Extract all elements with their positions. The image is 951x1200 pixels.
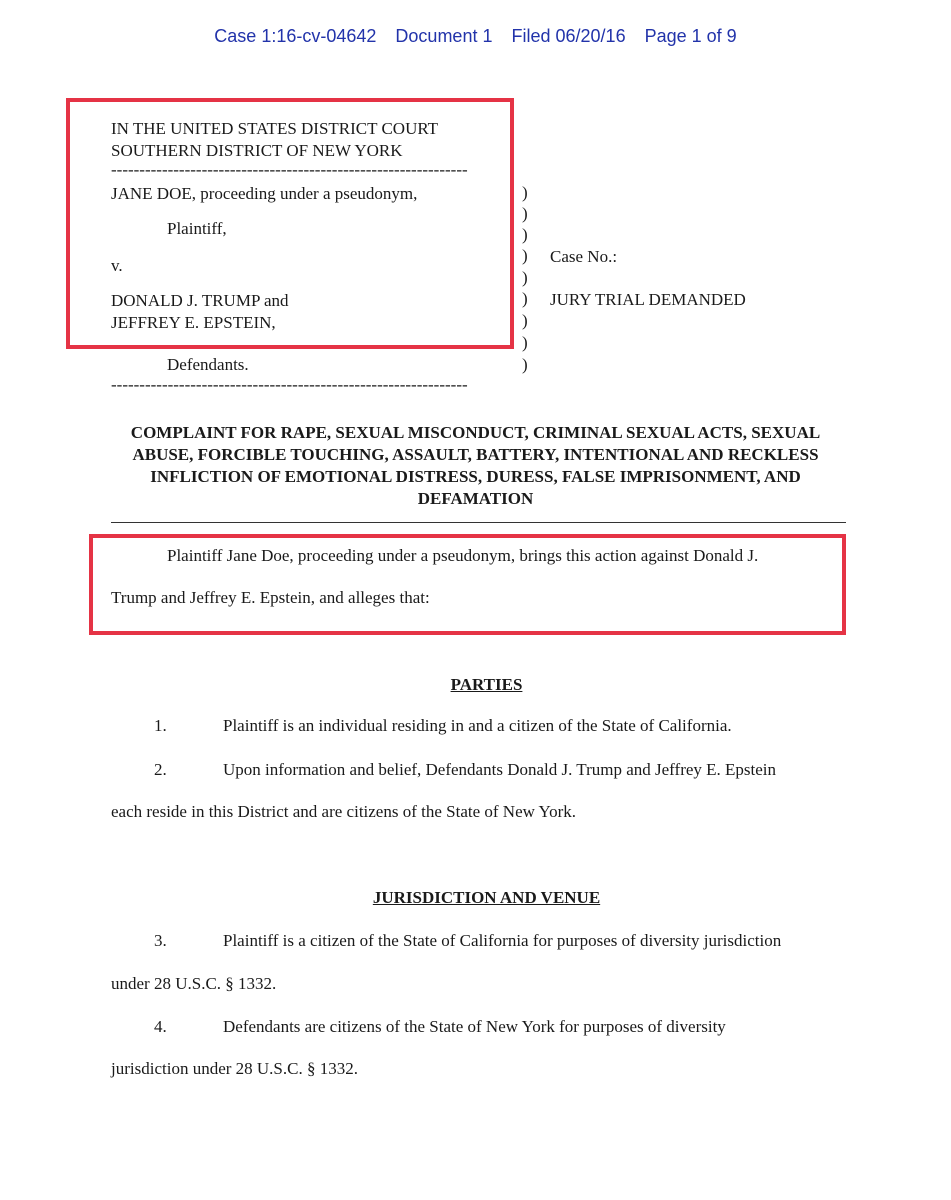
- paragraph-text: Defendants are citizens of the State of New York for purposes of diversity: [223, 1017, 726, 1036]
- defendant-line1: DONALD J. TRUMP and: [111, 291, 289, 310]
- paren: ): [522, 333, 528, 352]
- paren: ): [522, 204, 528, 223]
- paren: ): [522, 268, 528, 287]
- defendant-role: Defendants.: [167, 355, 249, 374]
- paren: ): [522, 225, 528, 244]
- paragraph-text: Plaintiff is a citizen of the State of California for purposes of diversity jurisdiction: [223, 931, 782, 950]
- court-name-line1: IN THE UNITED STATES DISTRICT COURT: [111, 119, 439, 138]
- intro-line2: Trump and Jeffrey E. Epstein, and alleges that:: [111, 588, 430, 607]
- court-name-line2: SOUTHERN DISTRICT OF NEW YORK: [111, 141, 403, 160]
- intro-line1: Plaintiff Jane Doe, proceeding under a pseudonym, brings this action against Donald J.: [167, 546, 759, 565]
- paren: ): [522, 246, 528, 265]
- stamp-document: Document 1: [395, 26, 493, 46]
- parties-heading: PARTIES: [450, 675, 523, 694]
- title-rule: [111, 522, 846, 523]
- stamp-case-number: Case 1:16-cv-04642: [214, 26, 377, 46]
- complaint-title: COMPLAINT FOR RAPE, SEXUAL MISCONDUCT, CRIMINAL SEXUAL ACTS, SEXUAL ABUSE, FORCIBLE TOUCHING, ASSAULT, BATTERY, INTENTIONAL AND RECKLESS INFLICTION OF EMOTIONAL DISTRESS, DURESS, FALSE IMPRISONMENT, AND DEFAMATION: [130, 423, 821, 508]
- plaintiff-name: JANE DOE, proceeding under a pseudonym,: [111, 184, 418, 203]
- highlight-box-intro: [89, 534, 846, 635]
- paragraph-number: 2.: [154, 760, 167, 779]
- paragraph-text: Plaintiff is an individual residing in and a citizen of the State of California.: [223, 716, 732, 735]
- paren: ): [522, 289, 528, 308]
- paragraph-text: Upon information and belief, Defendants Donald J. Trump and Jeffrey E. Epstein: [223, 760, 777, 779]
- highlight-box-caption: [66, 98, 514, 349]
- jurisdiction-heading: JURISDICTION AND VENUE: [372, 888, 601, 907]
- plaintiff-role: Plaintiff,: [167, 219, 227, 238]
- paragraph-text-continued: jurisdiction under 28 U.S.C. § 1332.: [111, 1059, 358, 1078]
- paragraph-text-continued: under 28 U.S.C. § 1332.: [111, 974, 277, 993]
- versus: v.: [111, 256, 123, 275]
- defendant-line2: JEFFREY E. EPSTEIN,: [111, 313, 276, 332]
- stamp-filed-date: Filed 06/20/16: [511, 26, 626, 46]
- paragraph-number: 1.: [154, 716, 167, 735]
- case-number-label: Case No.:: [550, 247, 618, 266]
- paren: ): [522, 183, 528, 202]
- paragraph-text-continued: each reside in this District and are citizens of the State of New York.: [111, 802, 577, 821]
- paren: ): [522, 355, 528, 374]
- paren: ): [522, 311, 528, 330]
- stamp-page: Page 1 of 9: [644, 26, 737, 46]
- paragraph-number: 3.: [154, 931, 167, 950]
- jury-demand: JURY TRIAL DEMANDED: [550, 290, 746, 309]
- caption-divider-top: ---------------------------------------------------------------: [111, 160, 468, 179]
- filing-stamp: [0, 26, 951, 47]
- paragraph-number: 4.: [154, 1017, 167, 1036]
- caption-divider-bottom: ---------------------------------------------------------------: [111, 375, 468, 394]
